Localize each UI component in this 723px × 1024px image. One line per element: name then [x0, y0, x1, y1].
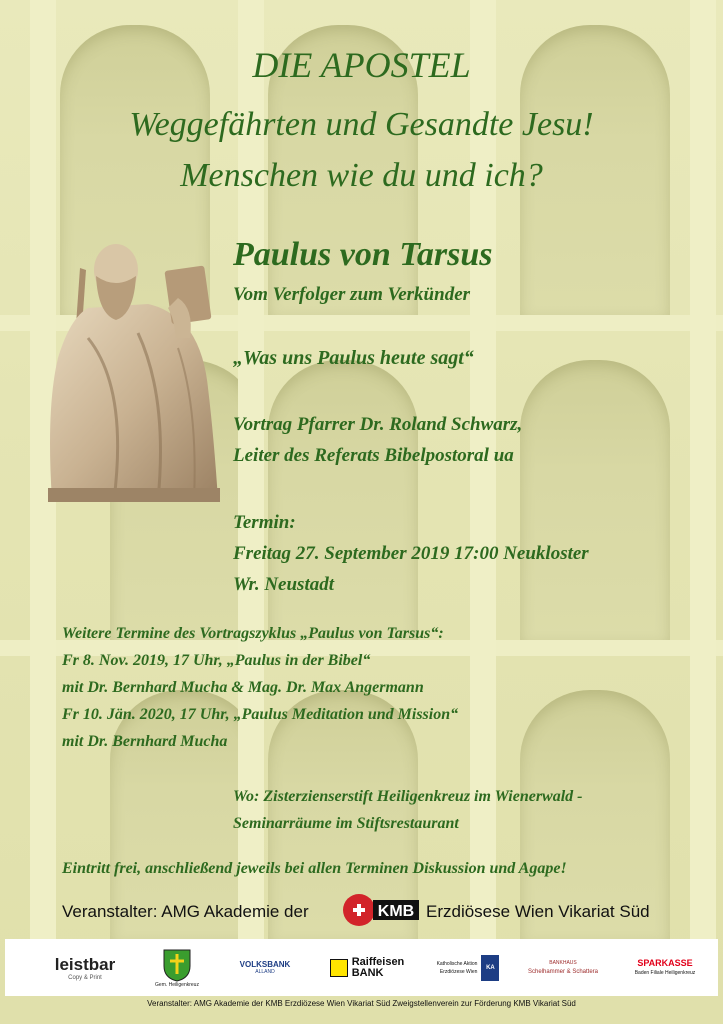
topic-heading: Paulus von Tarsus	[233, 236, 493, 273]
organizer-right: Erzdiösese Wien Vikariat Süd	[426, 902, 650, 921]
poster-subtitle-1: Weggefährten und Gesandte Jesu!	[129, 106, 594, 143]
termin-label: Termin:	[233, 512, 296, 533]
further-date-2: Fr 10. Jän. 2020, 17 Uhr, „Paulus Meditation und Mission“	[62, 706, 459, 723]
kmb-logo-text: KMB	[377, 903, 415, 920]
speaker-line-1: Vortrag Pfarrer Dr. Roland Schwarz,	[233, 414, 523, 435]
termin-line-2: Wr. Neustadt	[233, 574, 335, 595]
paulus-statue-image	[18, 238, 228, 506]
sponsor-logo-bar	[5, 939, 718, 996]
further-dates-title: Weitere Termine des Vortragszyklus „Paulus von Tarsus“:	[62, 625, 444, 642]
location-line-2: Seminarräume im Stiftsrestaurant	[233, 815, 459, 832]
speaker-line-2: Leiter des Referats Bibelpostoral ua	[233, 445, 514, 466]
further-date-1-speakers: mit Dr. Bernhard Mucha & Mag. Dr. Max Angermann	[62, 679, 424, 696]
schelhammer-logo: BANKHAUS Schelhammer & Schattera	[527, 959, 599, 975]
katholische-aktion-logo: Katholische Aktion Erzdiözese Wien KA	[421, 939, 515, 996]
further-date-2-speakers: mit Dr. Bernhard Mucha	[62, 733, 228, 750]
further-date-1: Fr 8. Nov. 2019, 17 Uhr, „Paulus in der Bibel“	[62, 652, 371, 669]
location-line-1: Wo: Zisterzienserstift Heiligenkreuz im Wienerwald -	[233, 788, 583, 805]
organizer-line	[0, 898, 723, 928]
kmb-logo	[339, 890, 421, 930]
raiffeisen-logo: Raiffeisen BANK	[321, 939, 413, 996]
organizer-left: Veranstalter: AMG Akademie der	[62, 902, 309, 921]
footer-organizer-note: Veranstalter: AMG Akademie der KMB Erzdiözese Wien Vikariat Süd Zweigstellenverein zur Förderung KMB Vikariat Süd	[147, 999, 576, 1008]
sparkasse-logo: SPARKASSE Baden Filiale Heiligenkreuz	[634, 957, 696, 976]
raiffeisen-icon	[330, 959, 348, 977]
lecture-quote: „Was uns Paulus heute sagt“	[233, 347, 474, 369]
poster-subtitle-2: Menschen wie du und ich?	[180, 157, 543, 194]
crest-icon	[162, 948, 192, 982]
entry-note: Eintritt frei, anschließend jeweils bei allen Terminen Diskussion und Agape!	[62, 860, 567, 877]
leistbar-logo: leistbar Copy & Print	[54, 954, 116, 981]
poster-title: DIE APOSTEL	[252, 45, 471, 85]
topic-subheading: Vom Verfolger zum Verkünder	[233, 284, 471, 305]
heiligenkreuz-crest: Gem. Heiligenkreuz	[145, 939, 209, 996]
termin-line-1: Freitag 27. September 2019 17:00 Neukloster	[233, 543, 589, 564]
volksbank-logo: VOLKSBANK ALLAND	[239, 960, 291, 975]
